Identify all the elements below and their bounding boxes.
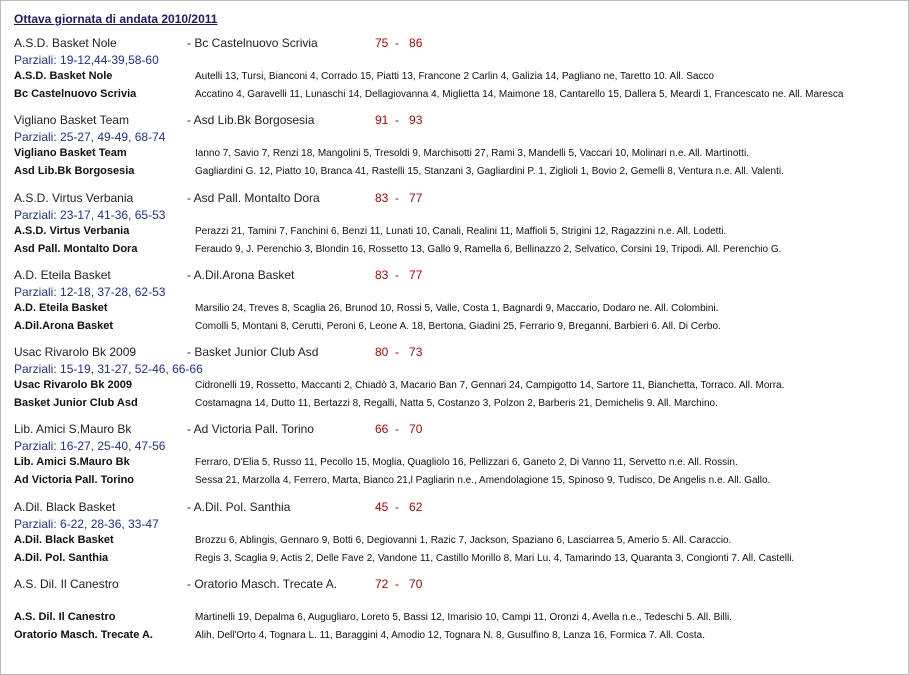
home-scorers: Perazzi 21, Tamini 7, Fanchini 6, Benzi 11, Lunati 10, Canali, Realini 11, Maffioli 5, Strigini 12, Ragazzini n.e. All. Lodetti.: [195, 226, 727, 237]
match-home-team: A.Dil. Black Basket: [14, 500, 116, 514]
home-scorers: Marsilio 24, Treves 8, Scaglia 26, Brunod 10, Rossi 5, Valle, Costa 1, Bagnardi 9, Maccario, Dodaro ne. All. Colombini.: [195, 303, 719, 314]
away-team-name: Oratorio Masch. Trecate A.: [14, 629, 153, 641]
page-title[interactable]: Ottava giornata di andata 2010/2011: [14, 12, 218, 26]
match-home-team: Vigliano Basket Team: [14, 113, 129, 127]
match-score: 66 - 70: [375, 422, 423, 436]
away-scorers: Costamagna 14, Dutto 11, Bertazzi 8, Regalli, Natta 5, Costanzo 3, Polzon 2, Barberis 21, Demichelis 9. All. Marchino.: [195, 398, 718, 409]
match-home-team: A.D. Eteila Basket: [14, 268, 111, 282]
match-away-team: - A.Dil. Pol. Santhia: [187, 500, 291, 514]
home-team-name: A.S. Dil. Il Canestro: [14, 611, 116, 623]
match-block: [1, 577, 908, 655]
home-scorers: Ianno 7, Savio 7, Renzi 18, Mangolini 5, Tresoldi 9, Marchisotti 27, Rami 3, Mandelli 5, Vaccari 10, Molinari n.e. All. Martinotti.: [195, 148, 749, 159]
match-partials: Parziali: 23-17, 41-36, 65-53: [14, 208, 166, 222]
match-home-team: Lib. Amici S.Mauro Bk: [14, 422, 132, 436]
match-away-team: - Ad Victoria Pall. Torino: [187, 422, 314, 436]
match-away-team: - Basket Junior Club Asd: [187, 345, 319, 359]
away-scorers: Regis 3, Scaglia 9, Actis 2, Delle Fave 2, Vandone 11, Castillo Morillo 8, Mari Lu. 4, Tamarindo 13, Quaranta 3, Congionti 7. All. Castelli.: [195, 553, 795, 564]
match-home-team: A.S.D. Virtus Verbania: [14, 191, 134, 205]
away-scorers: Feraudo 9, J. Perenchio 3, Blondin 16, Rossetto 13, Gallo 9, Ramella 6, Bellinazzo 2, Selvatico, Corsini 19, Tripodi. All. Perenchio G.: [195, 244, 782, 255]
home-scorers: Martinelli 19, Depalma 6, Auguglia​ro, Loreto 5, Bassi 12, Imarisio 10, Campi 11, Oronzi 4, Avella n.e., Tedeschi 5. All. Billi.: [195, 612, 732, 623]
away-team-name: A.Dil.Arona Basket: [14, 320, 114, 332]
match-block: [1, 191, 908, 269]
match-home-team: A.S.D. Basket Nole: [14, 36, 117, 50]
match-score: 91 - 93: [375, 113, 423, 127]
match-home-team: A.S. Dil. Il Canestro: [14, 577, 119, 591]
away-team-name: Basket Junior Club Asd: [14, 397, 138, 409]
away-team-name: Asd Lib.Bk Borgosesia: [14, 165, 135, 177]
away-scorers: Comolli 5, Montani 8, Cerutti, Peroni 6, Leone A. 18, Bertona, Giadini 25, Ferrario 9, Breganni, Barbieri 6. All. Di Cerbo.: [195, 321, 721, 332]
match-block: [1, 500, 908, 578]
match-partials: Parziali: 15-19, 31-27, 52-46, 66-66: [14, 362, 203, 376]
match-score: 83 - 77: [375, 191, 423, 205]
home-team-name: A.D. Eteila Basket: [14, 302, 108, 314]
away-team-name: Bc Castelnuovo Scrivia: [14, 88, 137, 100]
home-scorers: Autelli 13, Tursi, Bianconi 4, Corrado 15, Piatti 13, Francone 2 Carlin 4, Galizia 14, Pagliano ne, Taretto 10. All. Sacco: [195, 71, 714, 82]
match-home-team: Usac Rivarolo Bk 2009: [14, 345, 137, 359]
home-scorers: Brozzu 6, Ablingis, Gennaro 9, Botti 6, Degiovanni 1, Razic 7, Jackson, Spaziano 6, Lasciarrea 5, Amerio 5. All. Caraccio.: [195, 535, 732, 546]
home-team-name: A.S.D. Virtus Verbania: [14, 225, 130, 237]
match-block: [1, 422, 908, 500]
match-partials: Parziali: 16-27, 25-40, 47-56: [14, 439, 166, 453]
match-score: 80 - 73: [375, 345, 423, 359]
home-scorers: Cidronelli 19, Rossetto, Maccanti 2, Chiadò 3, Macario Ban 7, Gennari 24, Campigotto 14, Sartore 11, Bianchetta, Torraco. All. Morra.: [195, 380, 785, 391]
away-team-name: A.Dil. Pol. Santhia: [14, 552, 109, 564]
match-away-team: - Asd Pall. Montalto Dora: [187, 191, 320, 205]
away-scorers: Sessa 21, Marzolla 4, Ferrero, Marta, Bianco 21,l Pagliarin n.e., Amendolagione 15, Spinoso 9, Tudisco, De Angelis n.e. All. Gallo.: [195, 475, 771, 486]
match-partials: Parziali: 12-18, 37-28, 62-53: [14, 285, 166, 299]
match-block: [1, 345, 908, 423]
match-partials: Parziali: 25-27, 49-49, 68-74: [14, 130, 166, 144]
away-scorers: Gagliardini G. 12, Piatto 10, Branca 41, Rastelli 15, Stanzani 3, Gagliardini P. 1, Ziglioli 1, Bovio 2, Gemelli 8, Ventura n.e. All. Valenti.: [195, 166, 784, 177]
match-block: [1, 113, 908, 191]
away-scorers: Alih, Dell'Orto 4, Tognara L. 11, Baraggini 4, Amodio 12, Tognara N. 8, Gusulfino 8, Lanza 16, Formica 7. All. Costa.: [195, 630, 705, 641]
home-team-name: Usac Rivarolo Bk 2009: [14, 379, 133, 391]
home-scorers: Ferraro, D'Elia 5, Russo 11, Pecollo 15, Moglia, Quagliolo 16, Pellizzari 6, Ganeto 2, Di Vanno 11, Servetto n.e. All. Rossin.: [195, 457, 738, 468]
match-away-team: - Bc Castelnuovo Scrivia: [187, 36, 318, 50]
match-partials: Parziali: 6-22, 28-36, 33-47: [14, 517, 159, 531]
home-team-name: Vigliano Basket Team: [14, 147, 127, 159]
match-away-team: - Oratorio Masch. Trecate A.: [187, 577, 338, 591]
match-partials: Parziali: 19-12,44-39,58-60: [14, 53, 159, 67]
match-score: 45 - 62: [375, 500, 423, 514]
match-score: 83 - 77: [375, 268, 423, 282]
match-away-team: - A.Dil.Arona Basket: [187, 268, 295, 282]
away-team-name: Asd Pall. Montalto Dora: [14, 243, 138, 255]
match-away-team: - Asd Lib.Bk Borgosesia: [187, 113, 315, 127]
home-team-name: A.Dil. Black Basket: [14, 534, 114, 546]
home-team-name: Lib. Amici S.Mauro Bk: [14, 456, 130, 468]
match-block: [1, 36, 908, 114]
away-team-name: Ad Victoria Pall. Torino: [14, 474, 135, 486]
match-score: 75 - 86: [375, 36, 423, 50]
away-scorers: Accatino 4, Garavelli 11, Lunaschi 14, Dellagiovanna 4, Miglietta 14, Maimone 18, Cantarello 15, Dallera 5, Meardi 1, Francescato ne. All. Maresca: [195, 89, 844, 100]
match-score: 72 - 70: [375, 577, 423, 591]
home-team-name: A.S.D. Basket Nole: [14, 70, 113, 82]
match-block: [1, 268, 908, 346]
